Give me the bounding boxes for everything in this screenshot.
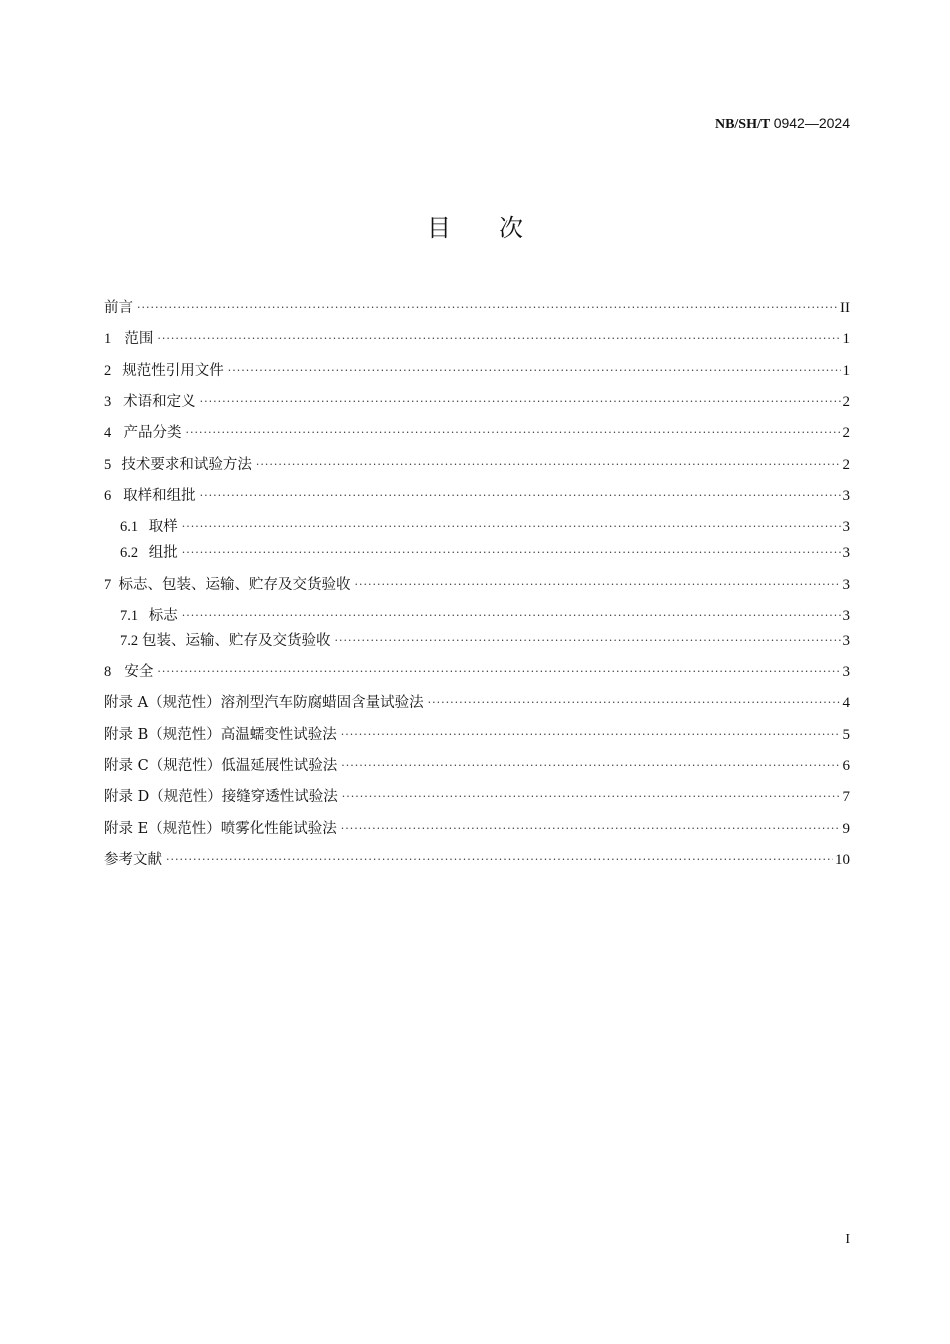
toc-entry-title: 高温蠕变性试验法 [220,727,337,743]
toc-leader [228,359,841,383]
toc-entry-title: 规范性引用文件 [122,363,224,379]
toc-entry-6-1[interactable] [120,515,850,539]
toc-appendix-label: 附录 E（规范性） [104,821,221,837]
standard-number [715,115,850,133]
toc-entry-title: 安全 [124,664,154,680]
toc-entry-7-1[interactable] [120,604,850,628]
toc-entry-page: 1 [842,363,850,379]
toc-entry-title: 接缝穿透性试验法 [221,789,338,805]
toc-entry-page: 2 [842,394,850,410]
standard-code: NB/SH/T [714,117,771,132]
toc-entry-number: 6.1 [120,519,139,535]
toc-entry-2[interactable] [104,359,850,383]
toc-leader [182,515,841,539]
toc-entry-title: 范围 [124,331,154,347]
toc-entry-title: 低温延展性试验法 [221,758,338,774]
toc-entry-title: 产品分类 [123,425,182,441]
toc-entry-foreword[interactable] [104,296,850,320]
toc-leader [341,754,840,778]
toc-entry-title: 取样和组批 [123,488,196,504]
toc-leader [428,691,841,715]
toc-entry-title: 标志、包装、运输、贮存及交货验收 [118,577,351,593]
toc-entry-page: 5 [842,727,850,743]
toc-entry-number: 5 [104,457,112,473]
toc-entry-6-2[interactable] [120,541,850,565]
toc-entry-title: 喷雾化性能试验法 [220,821,337,837]
toc-entry-8[interactable] [104,660,850,684]
toc-entry-page: II [840,300,850,316]
toc-entry-number: 6.2 [120,545,139,561]
toc-entry-page: 7 [842,789,850,805]
toc-entry-title: 组批 [148,545,178,561]
toc-entry-title: 取样 [148,519,178,535]
toc-leader [157,327,840,351]
toc-leader [341,723,841,747]
toc-leader [182,541,841,565]
toc-entry-6[interactable] [104,484,850,508]
toc-entry-number: 4 [104,425,112,441]
toc-entry-title: 前言 [104,300,133,316]
toc-entry-appendix-c[interactable] [104,754,850,778]
toc-entry-page: 3 [842,608,850,624]
toc-entry-page: 2 [842,457,850,473]
toc-entry-number: 8 [104,664,112,680]
toc-entry-title: 技术要求和试验方法 [121,457,252,473]
toc-entry-appendix-e[interactable] [104,817,850,841]
toc-entry-appendix-a[interactable] [104,691,850,715]
toc-entry-number: 7.2 [120,633,139,649]
toc-entry-title: 溶剂型汽车防腐蜡固含量试验法 [220,695,424,711]
toc-leader [341,817,841,841]
toc-entry-number: 3 [104,394,112,410]
toc-entry-number: 2 [104,363,112,379]
toc-entry-4[interactable] [104,421,850,445]
toc-entry-page: 3 [842,577,850,593]
toc-leader [166,848,833,872]
toc-entry-page: 6 [842,758,850,774]
standard-year: 0942—2024 [773,115,850,131]
toc-entry-appendix-d[interactable] [104,785,850,809]
toc-entry-7-2[interactable] [120,629,850,653]
toc-entry-number: 7.1 [120,608,139,624]
toc-entry-number: 1 [104,331,112,347]
toc-entry-title: 标志 [148,608,178,624]
toc-leader [137,296,838,320]
toc-entry-title: 包装、运输、贮存及交货验收 [142,633,331,649]
toc-appendix-label: 附录 C（规范性） [104,758,222,774]
toc-entry-1[interactable] [104,327,850,351]
toc-leader [335,629,841,653]
toc-entry-page: 2 [842,425,850,441]
toc-entry-page: 3 [842,545,850,561]
toc-entry-title: 术语和定义 [123,394,196,410]
toc-entry-number: 7 [104,577,112,593]
toc-leader [186,421,841,445]
toc-appendix-label: 附录 B（规范性） [104,727,221,743]
toc-entry-number: 6 [104,488,112,504]
toc-leader [354,573,840,597]
toc-leader [200,390,841,414]
toc-entry-page: 1 [842,331,850,347]
toc-entry-7[interactable] [104,573,850,597]
toc-leader [157,660,840,684]
toc-leader [200,484,841,508]
toc-appendix-label: 附录 D（规范性） [104,789,222,805]
toc-entry-3[interactable] [104,390,850,414]
toc-entry-page: 3 [842,519,850,535]
toc-entry-page: 4 [842,695,850,711]
page-number: I [845,1232,850,1247]
toc-title: 目次 [427,214,571,242]
toc-appendix-label: 附录 A（规范性） [104,695,221,711]
toc-entry-page: 3 [842,488,850,504]
toc-entry-page: 9 [842,821,850,837]
toc-leader [256,453,841,477]
toc-leader [342,785,841,809]
toc-entry-appendix-b[interactable] [104,723,850,747]
toc-entry-references[interactable] [104,848,850,872]
toc-entry-page: 3 [842,664,850,680]
toc-entry-5[interactable] [104,453,850,477]
toc-leader [182,604,841,628]
toc-entry-page: 3 [842,633,850,649]
toc-entry-title: 参考文献 [104,852,162,868]
toc-entry-page: 10 [835,852,850,868]
